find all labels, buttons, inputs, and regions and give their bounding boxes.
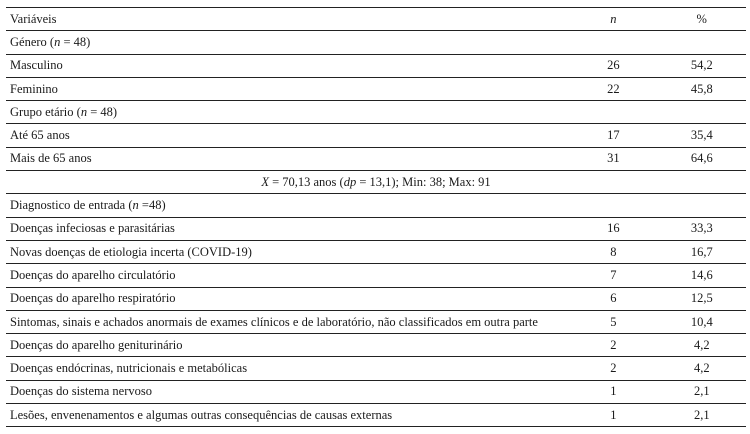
row-n: 2 xyxy=(569,357,657,380)
row-n: 8 xyxy=(569,240,657,263)
row-n: 1 xyxy=(569,404,657,427)
row-label: Doenças do aparelho respiratório xyxy=(6,287,569,310)
table-row xyxy=(6,310,746,333)
row-percent: 10,4 xyxy=(658,310,746,333)
row-label: Doenças do sistema nervoso xyxy=(6,380,569,403)
table-row xyxy=(6,54,746,77)
table-row xyxy=(6,334,746,357)
age-summary: X = 70,13 anos (dp = 13,1); Min: 38; Max: 91 xyxy=(6,171,746,194)
row-percent: 33,3 xyxy=(658,217,746,240)
row-percent: 2,1 xyxy=(658,404,746,427)
age-summary-row xyxy=(6,171,746,194)
row-label: Até 65 anos xyxy=(6,124,569,147)
table-row xyxy=(6,264,746,287)
row-n: 6 xyxy=(569,287,657,310)
row-percent: 12,5 xyxy=(658,287,746,310)
row-label: Sintomas, sinais e achados anormais de exames clínicos e de laboratório, não classificados em outra parte xyxy=(6,310,569,333)
row-n: 31 xyxy=(569,147,657,170)
header-row xyxy=(6,8,746,31)
row-label: Novas doenças de etiologia incerta (COVID-19) xyxy=(6,240,569,263)
table-row xyxy=(6,240,746,263)
table-row xyxy=(6,287,746,310)
row-percent: 35,4 xyxy=(658,124,746,147)
row-label: Doenças infeciosas e parasitárias xyxy=(6,217,569,240)
header-n: n xyxy=(569,8,657,31)
row-n: 1 xyxy=(569,380,657,403)
table-row xyxy=(6,380,746,403)
row-label: Doenças endócrinas, nutricionais e metabólicas xyxy=(6,357,569,380)
row-label: Doenças do aparelho circulatório xyxy=(6,264,569,287)
row-label: Doenças do aparelho geniturinário xyxy=(6,334,569,357)
row-percent: 45,8 xyxy=(658,77,746,100)
row-n: 5 xyxy=(569,310,657,333)
section-row-age-group xyxy=(6,101,746,124)
row-percent: 54,2 xyxy=(658,54,746,77)
row-label: Masculino xyxy=(6,54,569,77)
table-row xyxy=(6,217,746,240)
section-label: Grupo etário (n = 48) xyxy=(6,101,569,124)
table-row xyxy=(6,77,746,100)
row-percent: 2,1 xyxy=(658,380,746,403)
row-n: 2 xyxy=(569,334,657,357)
row-percent: 64,6 xyxy=(658,147,746,170)
table-row xyxy=(6,147,746,170)
section-label: Diagnostico de entrada (n =48) xyxy=(6,194,569,217)
row-percent: 14,6 xyxy=(658,264,746,287)
row-percent: 16,7 xyxy=(658,240,746,263)
header-percent: % xyxy=(658,8,746,31)
row-label: Mais de 65 anos xyxy=(6,147,569,170)
row-percent: 4,2 xyxy=(658,334,746,357)
table-row xyxy=(6,357,746,380)
section-label: Género (n = 48) xyxy=(6,31,569,54)
row-n: 17 xyxy=(569,124,657,147)
row-percent: 4,2 xyxy=(658,357,746,380)
row-label: Feminino xyxy=(6,77,569,100)
row-n: 22 xyxy=(569,77,657,100)
table-row xyxy=(6,404,746,427)
row-n: 7 xyxy=(569,264,657,287)
header-variable: Variáveis xyxy=(6,8,569,31)
row-n: 16 xyxy=(569,217,657,240)
table-row xyxy=(6,124,746,147)
sociodemographic-table xyxy=(6,7,746,427)
row-label: Lesões, envenenamentos e algumas outras consequências de causas externas xyxy=(6,404,569,427)
section-row-gender xyxy=(6,31,746,54)
row-n: 26 xyxy=(569,54,657,77)
section-row-diagnosis xyxy=(6,194,746,217)
